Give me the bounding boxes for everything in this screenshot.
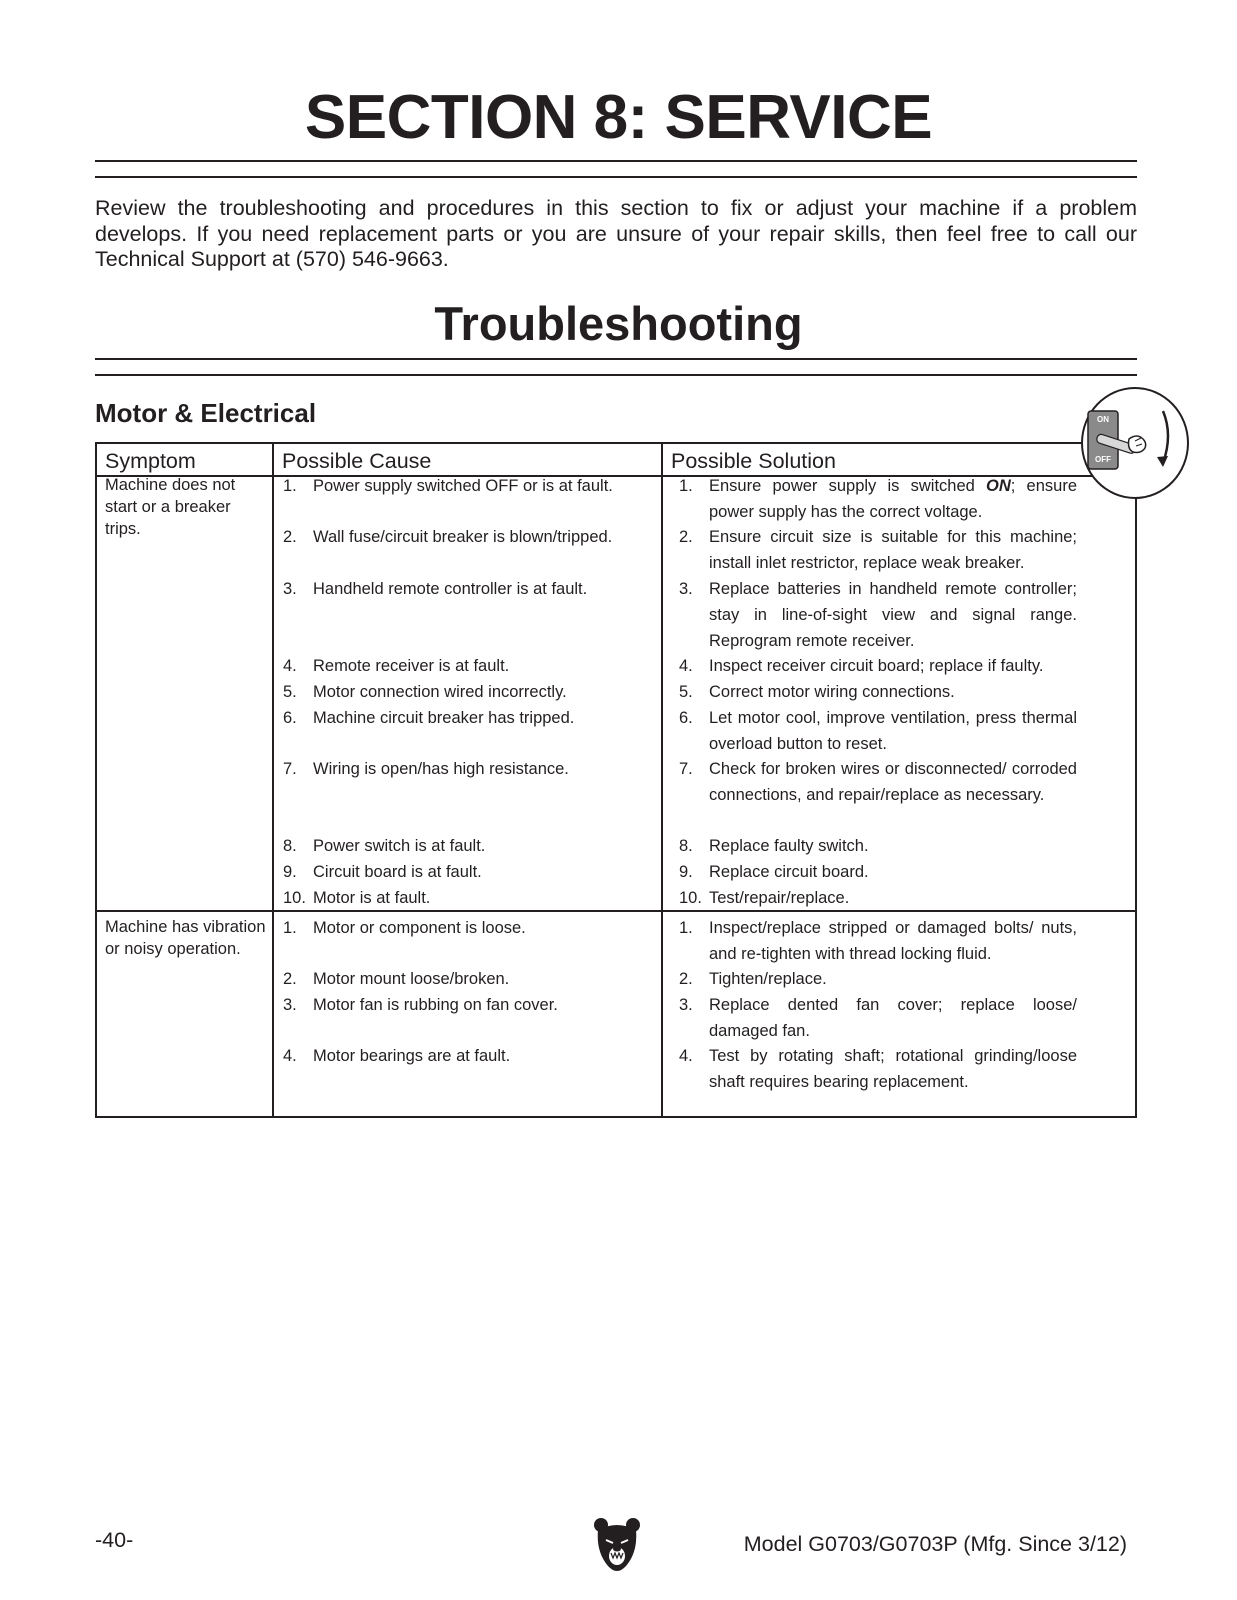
symptom-cell: Machine does not start or a breaker trips. bbox=[105, 476, 236, 538]
title-rule-bottom bbox=[95, 176, 1137, 178]
cause-item: 10. Motor is at fault. bbox=[283, 889, 431, 907]
solution-item: 4. Inspect receiver circuit board; replace if faulty. bbox=[679, 657, 1044, 675]
cause-item: 1. Motor or component is loose. bbox=[283, 919, 526, 937]
subtitle-rule-top bbox=[95, 358, 1137, 360]
cause-item: 6. Machine circuit breaker has tripped. bbox=[283, 709, 575, 727]
solution-item: 8. Replace faulty switch. bbox=[679, 837, 869, 855]
cause-item: 1. Power supply switched OFF or is at fault. bbox=[283, 477, 613, 495]
table-column-divider bbox=[272, 444, 274, 1116]
header-possible-solution: Possible Solution bbox=[671, 449, 836, 473]
cause-item: 3. Handheld remote controller is at fault. bbox=[283, 580, 588, 598]
table-column-divider bbox=[661, 444, 663, 1116]
cause-item: 5. Motor connection wired incorrectly. bbox=[283, 683, 567, 701]
header-possible-cause: Possible Cause bbox=[282, 449, 432, 473]
solution-item: 10. Test/repair/replace. bbox=[679, 889, 850, 907]
solution-item: 6. Let motor cool, improve ventilation, press thermal overload button to reset. bbox=[679, 709, 1077, 753]
cause-item: 9. Circuit board is at fault. bbox=[283, 863, 482, 881]
solution-item: 7. Check for broken wires or disconnected/ corroded connections, and repair/replace as necessary. bbox=[679, 760, 1077, 804]
header-symptom: Symptom bbox=[105, 449, 196, 473]
troubleshooting-table bbox=[95, 442, 1137, 1118]
cause-item: 8. Power switch is at fault. bbox=[283, 837, 486, 855]
cause-item: 3. Motor fan is rubbing on fan cover. bbox=[283, 996, 558, 1014]
cause-item: 2. Motor mount loose/broken. bbox=[283, 970, 510, 988]
solution-item: 1. Ensure power supply is switched ON; ensure power supply has the correct voltage. bbox=[679, 477, 1077, 521]
switch-on-label: ON bbox=[1097, 415, 1109, 424]
grizzly-bear-logo-icon bbox=[592, 1516, 642, 1576]
title-rule-top bbox=[95, 160, 1137, 162]
symptom-cell: Machine has vibration or noisy operation. bbox=[105, 918, 266, 958]
solution-item: 3. Replace dented fan cover; replace loose/ damaged fan. bbox=[679, 996, 1077, 1040]
footer-model: Model G0703/G0703P (Mfg. Since 3/12) bbox=[743, 1532, 1127, 1556]
section-subtitle: Troubleshooting bbox=[434, 297, 803, 350]
cause-item: 4. Motor bearings are at fault. bbox=[283, 1047, 511, 1065]
page-title: SECTION 8: SERVICE bbox=[304, 83, 933, 152]
power-switch-off-icon bbox=[1081, 387, 1189, 499]
solution-item: 2. Tighten/replace. bbox=[679, 970, 827, 988]
cause-item: 2. Wall fuse/circuit breaker is blown/tripped. bbox=[283, 528, 613, 546]
subtitle-rule-bottom bbox=[95, 374, 1137, 376]
switch-off-label: OFF bbox=[1095, 455, 1111, 464]
page-number: -40- bbox=[95, 1528, 134, 1552]
table-title: Motor & Electrical bbox=[95, 398, 317, 428]
solution-item: 4. Test by rotating shaft; rotational grinding/loose shaft requires bearing replacement. bbox=[679, 1047, 1077, 1091]
solution-item: 3. Replace batteries in handheld remote controller; stay in line-of-sight view and signal range. Reprogram remote receiver. bbox=[679, 580, 1077, 650]
cause-item: 4. Remote receiver is at fault. bbox=[283, 657, 510, 675]
solution-item: 9. Replace circuit board. bbox=[679, 863, 869, 881]
solution-item: 2. Ensure circuit size is suitable for this machine; install inlet restrictor, replace weak breaker. bbox=[679, 528, 1077, 572]
solution-item: 1. Inspect/replace stripped or damaged bolts/ nuts, and re-tighten with thread locking fluid. bbox=[679, 919, 1077, 963]
intro-paragraph: Review the troubleshooting and procedures in this section to fix or adjust your machine if a problem develops. If you need replacement parts or you are unsure of your repair skills, then feel free to call our Technical Support at (570) 546-9663. bbox=[95, 196, 1137, 271]
solution-item: 5. Correct motor wiring connections. bbox=[679, 683, 955, 701]
cause-item: 7. Wiring is open/has high resistance. bbox=[283, 760, 569, 778]
